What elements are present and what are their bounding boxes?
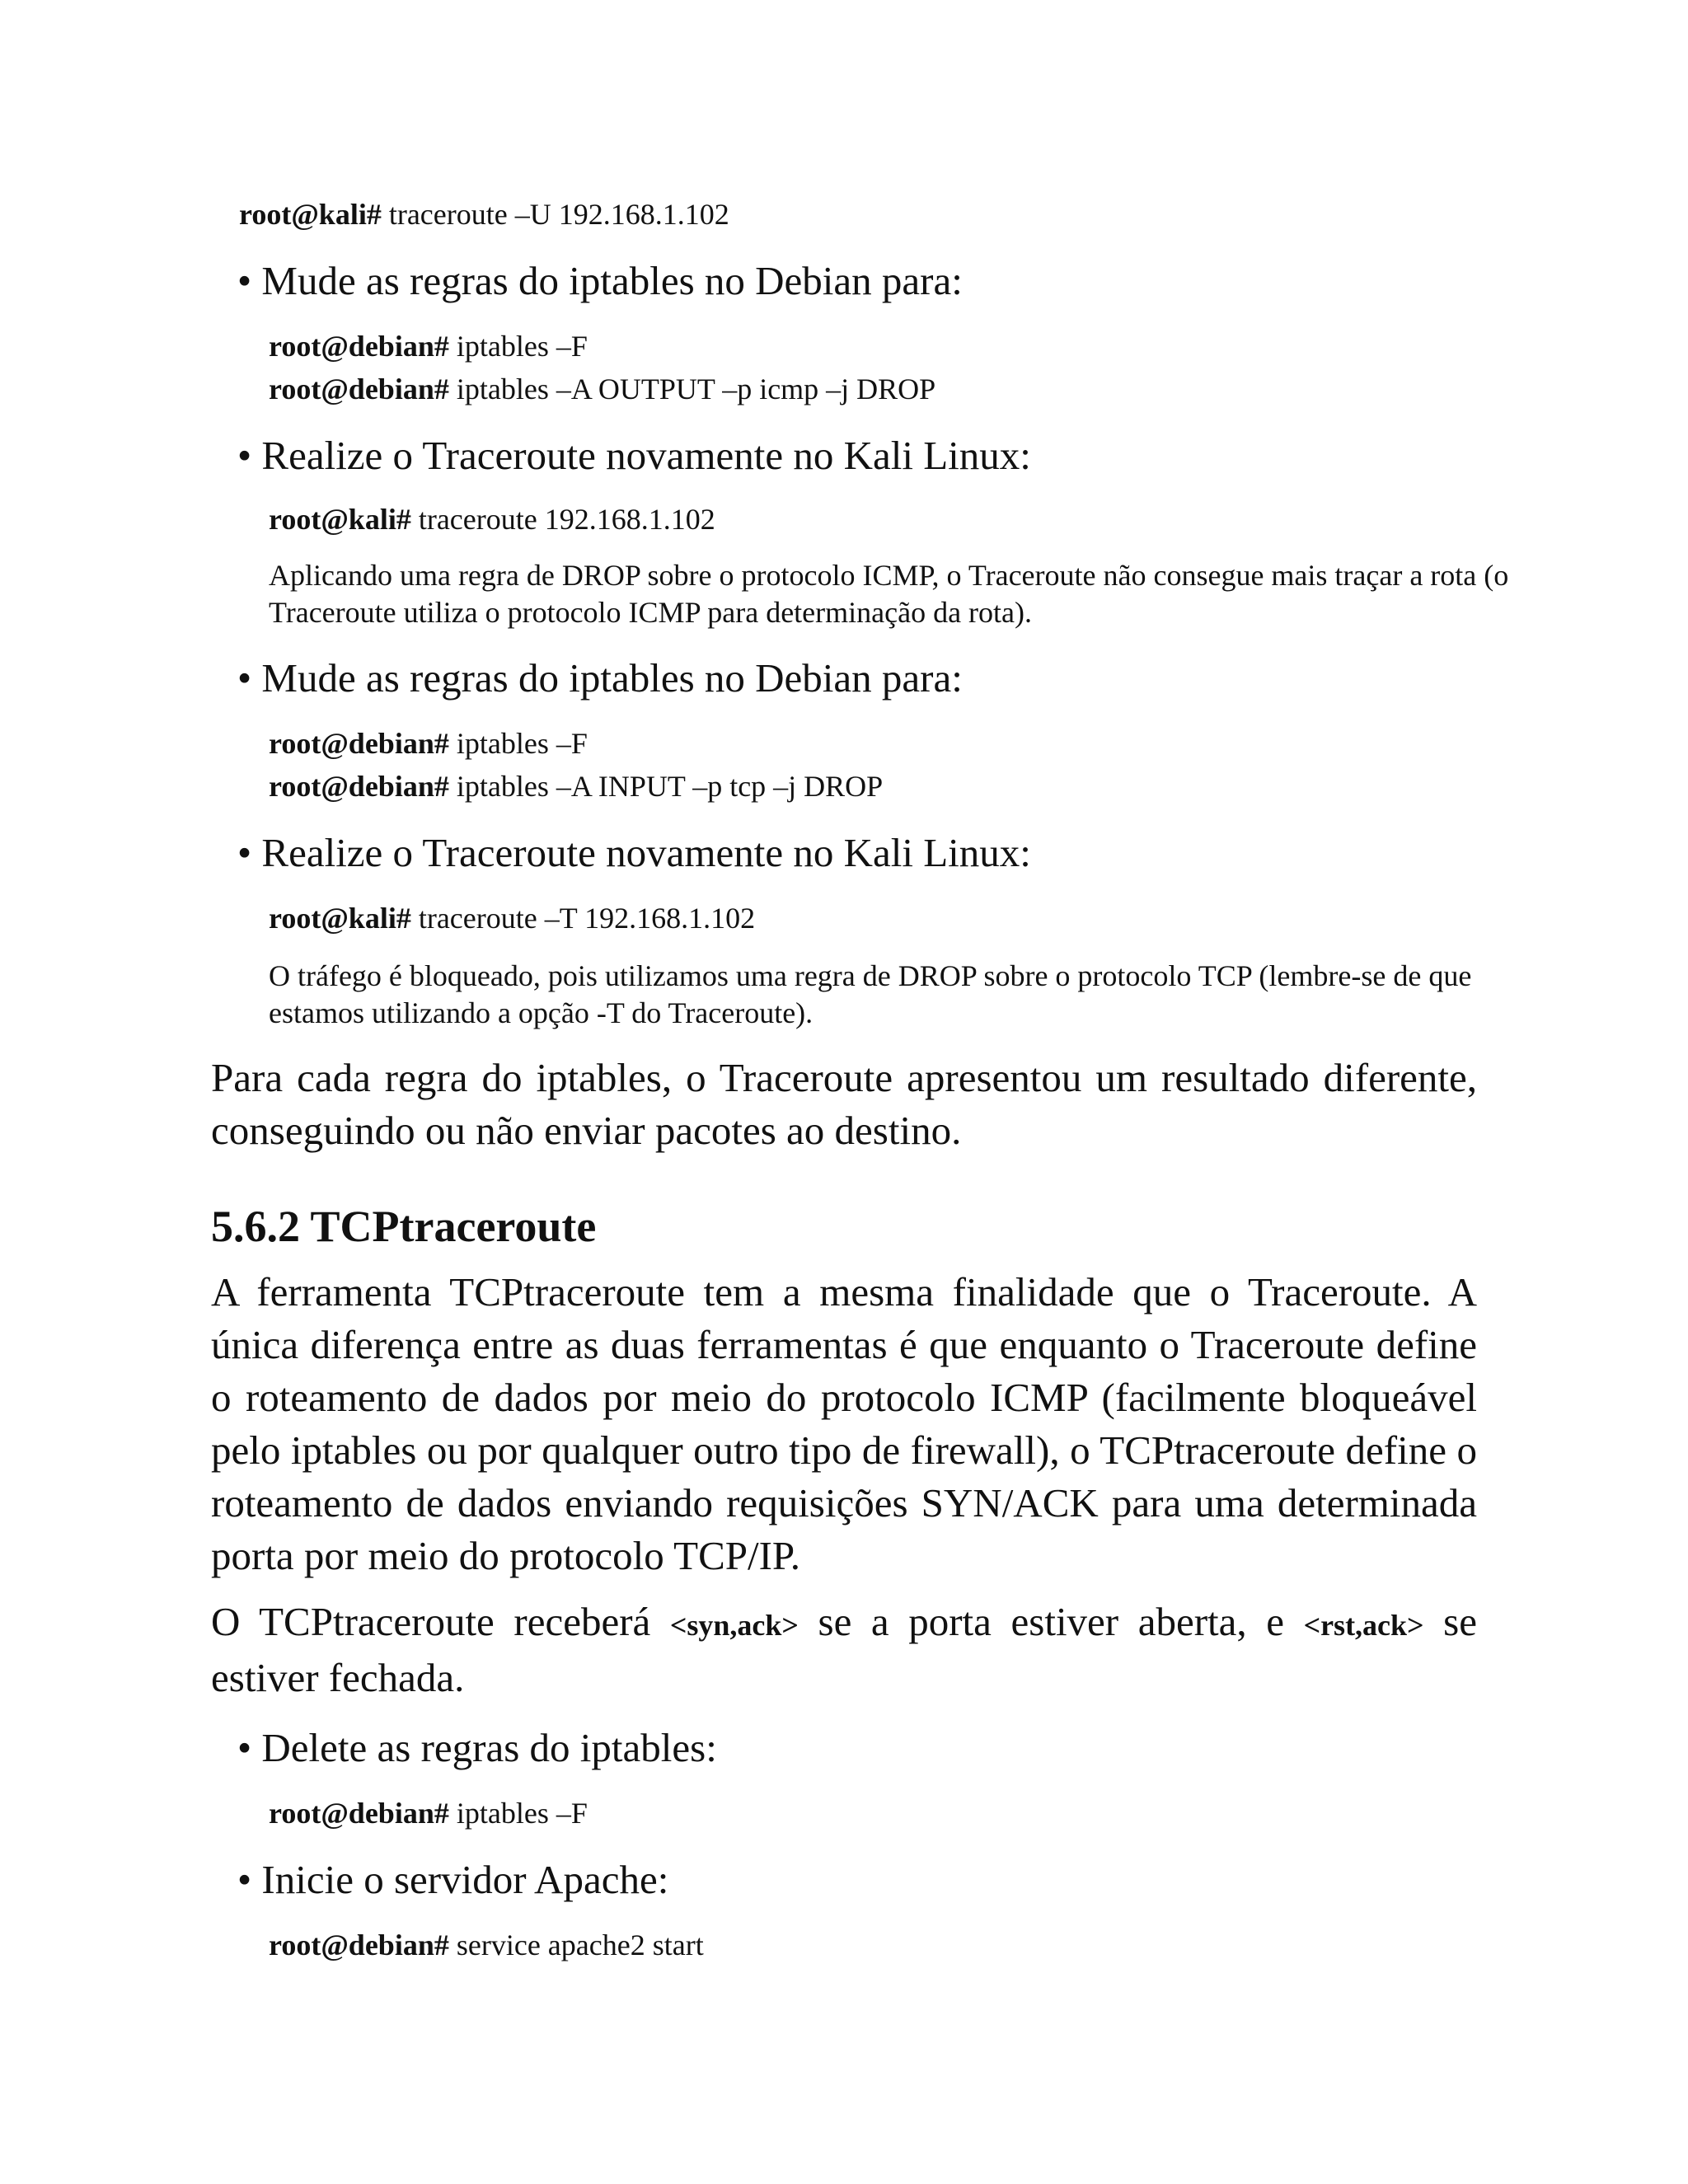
command-line [269, 371, 935, 407]
command-prompt: root@debian# [269, 1797, 449, 1830]
bullet-item: • Mude as regras do iptables no Debian para: [237, 258, 963, 303]
inline-code: <rst,ack> [1303, 1609, 1424, 1642]
command-text: service apache2 start [448, 1929, 704, 1961]
command-text: iptables –F [448, 1797, 588, 1830]
bullet-item: • Inicie o servidor Apache: [237, 1857, 669, 1902]
command-line [239, 196, 729, 232]
command-text: traceroute –T 192.168.1.102 [410, 902, 756, 935]
command-prompt: root@debian# [269, 1929, 449, 1961]
command-text: iptables –F [448, 727, 588, 760]
command-prompt: root@debian# [269, 727, 449, 760]
inline-code: <syn,ack> [669, 1609, 799, 1642]
body-paragraph [211, 1596, 1477, 1704]
paragraph-text: O TCPtraceroute receberá [211, 1599, 670, 1644]
bullet-item: • Realize o Traceroute novamente no Kali Linux: [237, 433, 1031, 478]
command-prompt: root@kali# [269, 503, 411, 536]
command-prompt: root@debian# [269, 373, 449, 405]
explanation-note: Aplicando uma regra de DROP sobre o protocolo ICMP, o Traceroute não consegue mais traçar a rota (o Traceroute utiliza o protocolo ICMP para determinação da rota). [269, 559, 1509, 629]
explanation-note: O tráfego é bloqueado, pois utilizamos uma regra de DROP sobre o protocolo TCP (lembre-se de que estamos utilizando a opção -T do Traceroute). [269, 959, 1472, 1029]
command-line [269, 725, 588, 762]
command-text: iptables –A OUTPUT –p icmp –j DROP [448, 373, 936, 405]
body-paragraph: A ferramenta TCPtraceroute tem a mesma finalidade que o Traceroute. A única diferença entre as duas ferramentas é que enquanto o Traceroute define o roteamento de dados por meio do protocolo ICMP (facilmente bloqueável pelo iptables ou por qualquer outro tipo de firewall), o TCPtraceroute define o roteamento de dados enviando requisições SYN/ACK para uma determinada porta por meio do protocolo TCP/IP. [211, 1269, 1477, 1578]
command-line [269, 900, 755, 936]
bullet-item: • Mude as regras do iptables no Debian para: [237, 655, 963, 701]
command-text: iptables –A INPUT –p tcp –j DROP [448, 770, 884, 803]
command-line [269, 501, 715, 537]
command-prompt: root@kali# [239, 198, 382, 231]
command-text: traceroute –U 192.168.1.102 [381, 198, 729, 231]
command-line [269, 328, 588, 364]
bullet-item: • Delete as regras do iptables: [237, 1725, 717, 1770]
bullet-item: • Realize o Traceroute novamente no Kali Linux: [237, 830, 1031, 875]
command-text: traceroute 192.168.1.102 [410, 503, 715, 536]
command-line [269, 1927, 704, 1963]
paragraph-text: se a porta estiver aberta, e [798, 1599, 1304, 1644]
command-prompt: root@debian# [269, 330, 449, 363]
command-line [269, 768, 883, 804]
command-prompt: root@kali# [269, 902, 411, 935]
section-heading: 5.6.2 TCPtraceroute [211, 1202, 597, 1251]
body-paragraph: Para cada regra do iptables, o Traceroute apresentou um resultado diferente, conseguindo ou não enviar pacotes ao destino. [211, 1055, 1477, 1153]
command-text: iptables –F [448, 330, 588, 363]
command-line [269, 1795, 588, 1831]
command-prompt: root@debian# [269, 770, 449, 803]
paragraph-text: se estiver fechada. [211, 1599, 1477, 1700]
